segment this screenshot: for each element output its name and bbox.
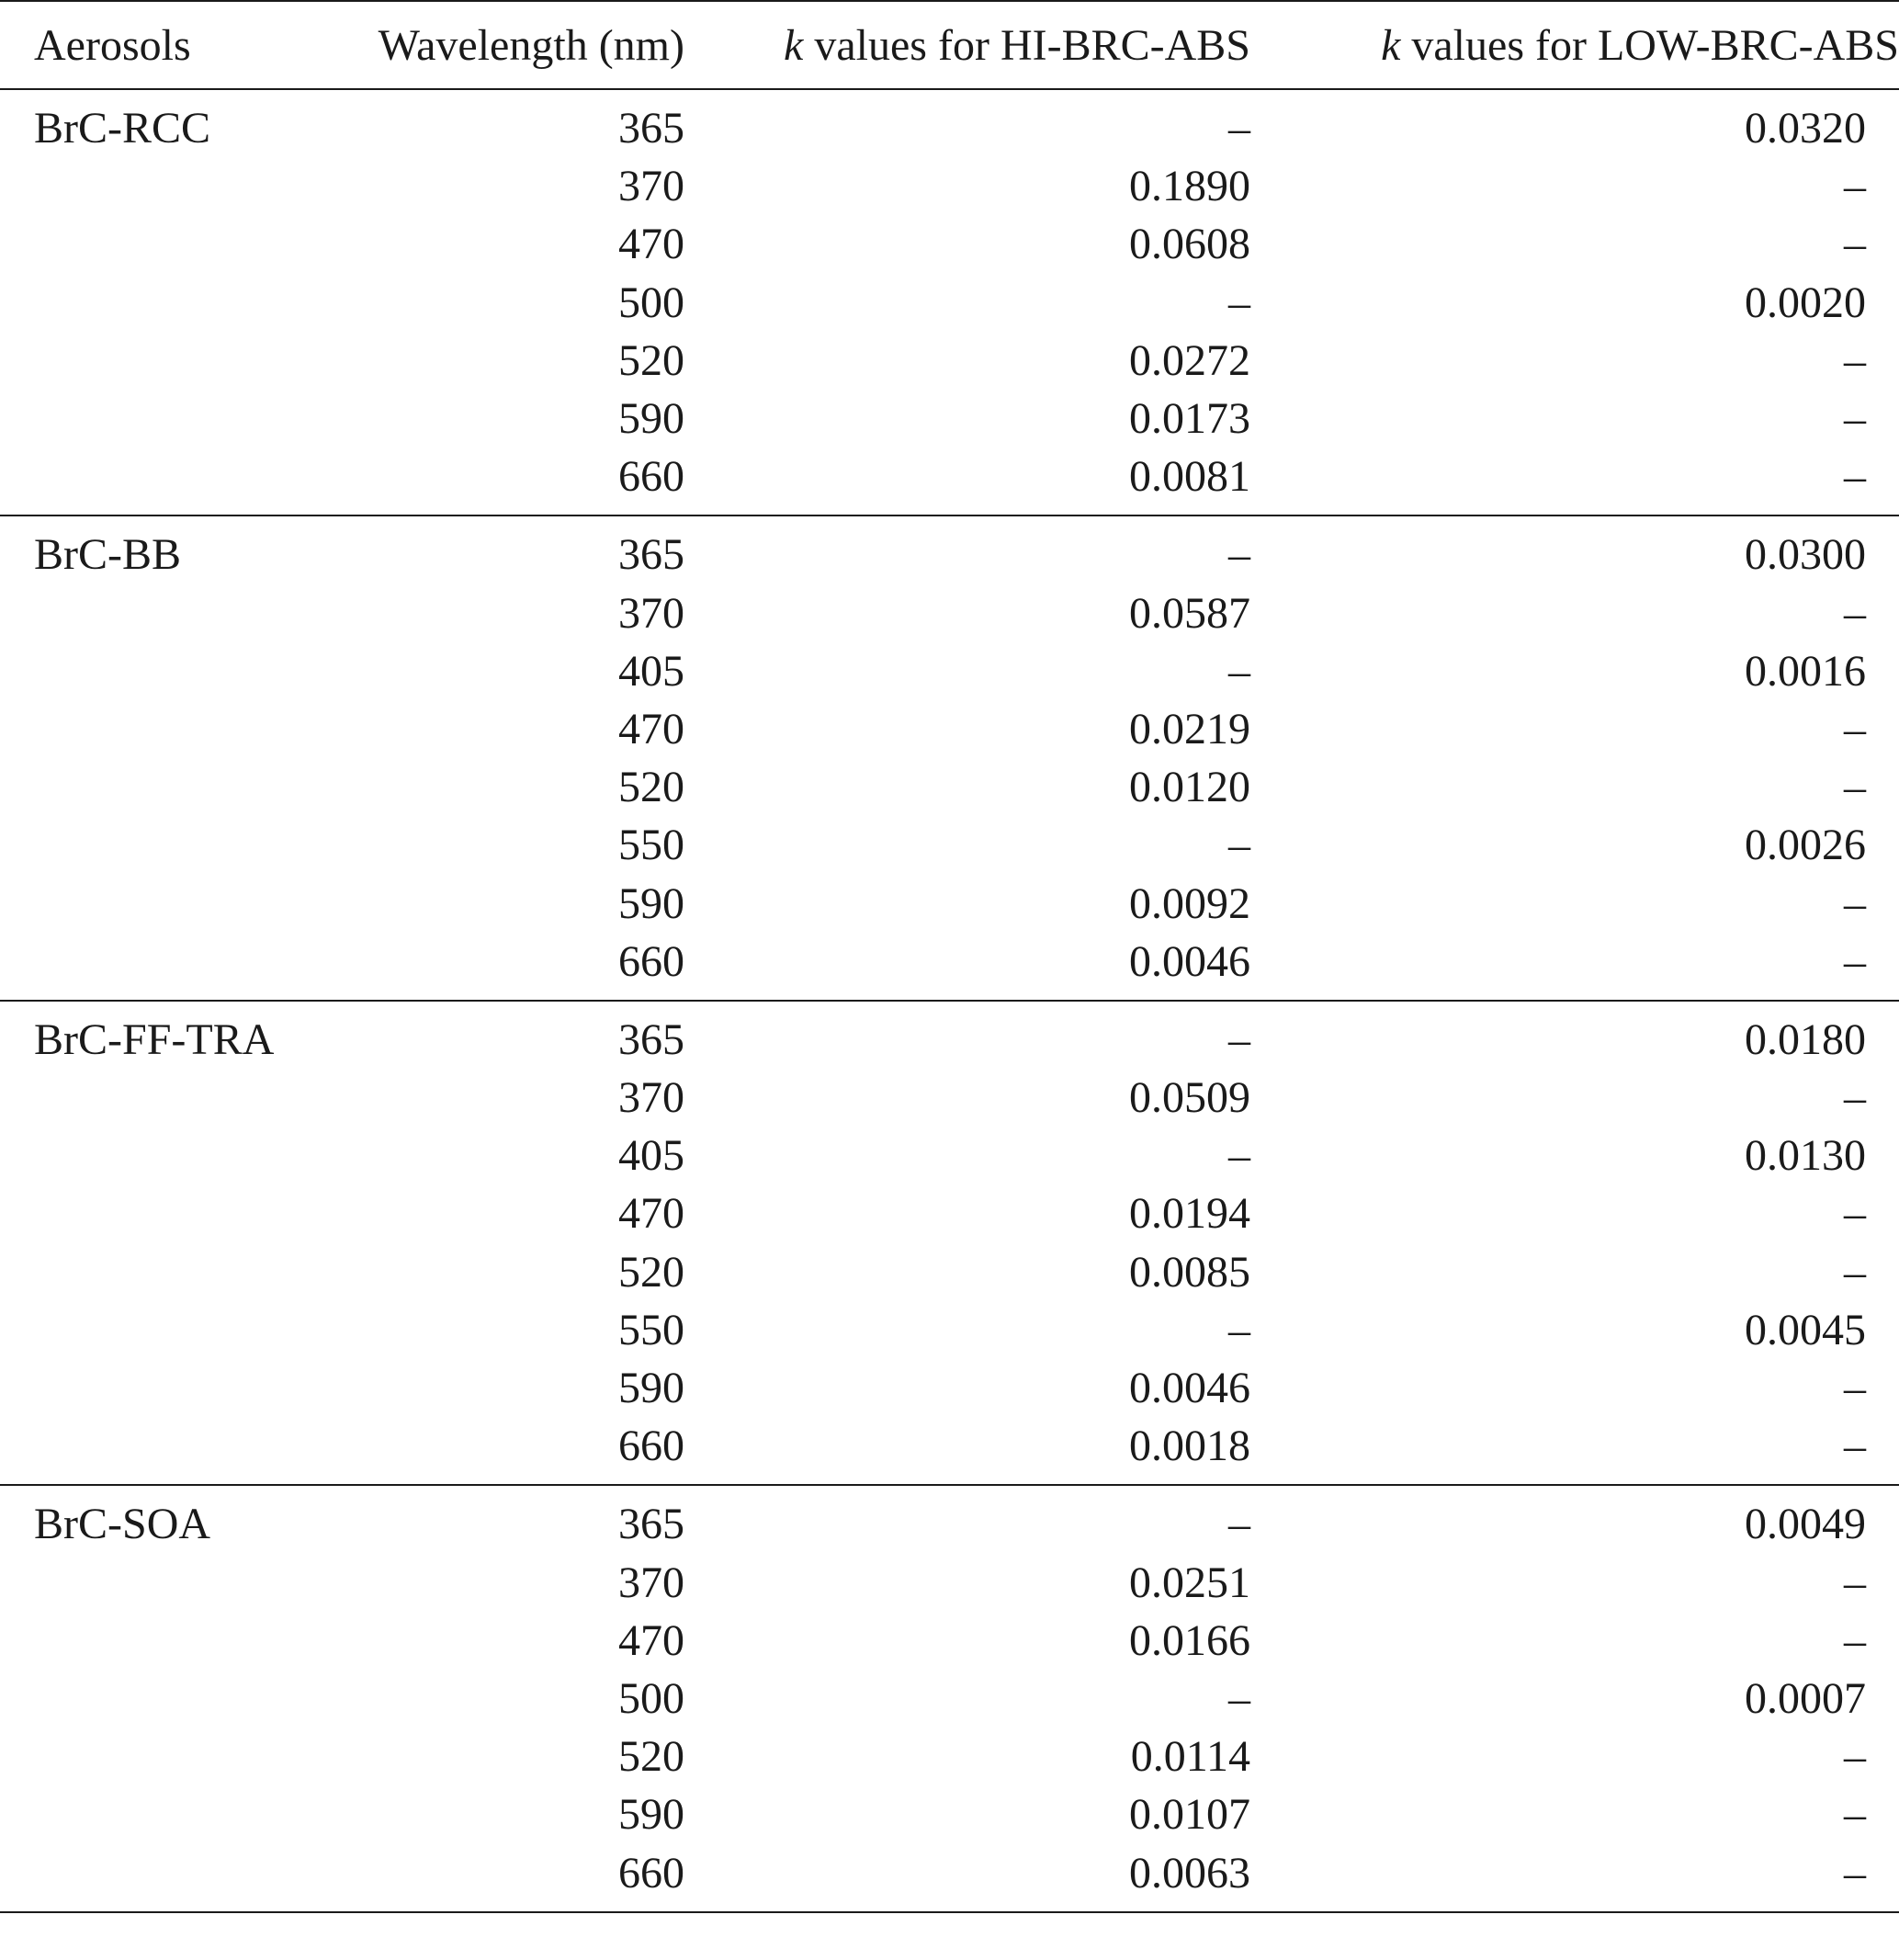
table-row: [0, 1843, 1899, 1911]
low-brc-abs-cell: –: [1844, 704, 1866, 753]
hi-brc-abs-cell: 0.0092: [1129, 878, 1250, 928]
table-row: [0, 157, 1899, 215]
aerosol-name: BrC-BB: [34, 530, 182, 580]
wavelength-cell: 500: [618, 278, 684, 327]
header-aerosols: Aerosols: [0, 1, 312, 89]
header-low-brc-abs: [1250, 1, 1899, 89]
aerosol-name: BrC-FF-TRA: [34, 1014, 275, 1064]
wavelength-cell: 660: [618, 1422, 684, 1471]
hi-brc-abs-cell: 0.0114: [1130, 1732, 1250, 1782]
wavelength-cell: 550: [618, 821, 684, 870]
low-brc-abs-cell: –: [1844, 335, 1866, 385]
low-brc-abs-cell: –: [1844, 1732, 1866, 1782]
wavelength-cell: 365: [618, 530, 684, 580]
table-row: [0, 1184, 1899, 1242]
low-brc-abs-cell: –: [1844, 1848, 1866, 1898]
hi-brc-abs-cell: 0.0120: [1129, 763, 1250, 812]
low-brc-abs-cell: 0.0130: [1745, 1131, 1866, 1181]
wavelength-cell: 370: [618, 1558, 684, 1607]
hi-brc-abs-cell: 0.0194: [1129, 1189, 1250, 1239]
aerosol-name-empty: [0, 1728, 312, 1785]
wavelength-cell: 660: [618, 452, 684, 502]
aerosol-name-empty: [0, 1843, 312, 1911]
low-brc-abs-cell: –: [1844, 1615, 1866, 1665]
hi-brc-abs-cell: 0.0251: [1129, 1558, 1250, 1607]
hi-brc-abs-cell: –: [1228, 1500, 1250, 1549]
header-low-label: values for LOW-BRC-ABS: [1400, 20, 1899, 70]
wavelength-cell: 520: [618, 1247, 684, 1297]
aerosol-name-empty: [0, 1127, 312, 1184]
aerosol-name-empty: [0, 1359, 312, 1417]
table-row: [0, 1670, 1899, 1728]
low-brc-abs-cell: 0.0045: [1745, 1305, 1866, 1354]
aerosol-name-empty: [0, 1243, 312, 1301]
wavelength-cell: 660: [618, 936, 684, 986]
hi-brc-abs-cell: 0.0063: [1129, 1848, 1250, 1898]
hi-brc-abs-cell: 0.0107: [1129, 1790, 1250, 1840]
hi-brc-abs-cell: 0.0081: [1129, 452, 1250, 502]
wavelength-cell: 590: [618, 1790, 684, 1840]
table-row: [0, 584, 1899, 642]
low-brc-abs-cell: –: [1844, 878, 1866, 928]
low-brc-abs-cell: 0.0020: [1745, 278, 1866, 327]
hi-brc-abs-cell: 0.0219: [1129, 704, 1250, 753]
low-brc-abs-cell: 0.0320: [1745, 104, 1866, 153]
wavelength-cell: 590: [618, 1364, 684, 1413]
wavelength-cell: 520: [618, 335, 684, 385]
hi-brc-abs-cell: –: [1228, 530, 1250, 580]
aerosol-name-empty: [0, 642, 312, 700]
aerosol-name-empty: [0, 274, 312, 332]
aerosol-name-empty: [0, 700, 312, 758]
table-row: [0, 1359, 1899, 1417]
wavelength-cell: 470: [618, 1615, 684, 1665]
hi-brc-abs-cell: –: [1228, 1673, 1250, 1723]
aerosol-name: BrC-RCC: [34, 104, 211, 153]
table-row: [0, 758, 1899, 816]
hi-brc-abs-cell: 0.0272: [1129, 335, 1250, 385]
header-row: [0, 1, 1899, 89]
aerosol-name-empty: [0, 1184, 312, 1242]
wavelength-cell: 470: [618, 704, 684, 753]
wavelength-cell: 365: [618, 1014, 684, 1064]
table-row: [0, 1554, 1899, 1612]
low-brc-abs-cell: –: [1844, 1558, 1866, 1607]
table-row: [0, 642, 1899, 700]
header-low-k-symbol: k: [1381, 20, 1401, 70]
table-row: [0, 1785, 1899, 1843]
aerosol-name-empty: [0, 874, 312, 932]
low-brc-abs-cell: –: [1844, 1247, 1866, 1297]
hi-brc-abs-cell: 0.0173: [1129, 394, 1250, 444]
hi-brc-abs-cell: 0.0046: [1129, 1364, 1250, 1413]
low-brc-abs-cell: 0.0049: [1745, 1500, 1866, 1549]
table-row: [0, 1001, 1899, 1069]
wavelength-cell: 500: [618, 1673, 684, 1723]
table-row: [0, 700, 1899, 758]
wavelength-cell: 590: [618, 878, 684, 928]
hi-brc-abs-cell: 0.0166: [1129, 1615, 1250, 1665]
table-row: [0, 332, 1899, 390]
low-brc-abs-cell: –: [1844, 394, 1866, 444]
aerosol-name-empty: [0, 1554, 312, 1612]
aerosol-name-empty: [0, 1612, 312, 1670]
aerosol-name-empty: [0, 332, 312, 390]
table-row: [0, 448, 1899, 515]
table-row: [0, 1127, 1899, 1184]
header-hi-k-symbol: k: [784, 20, 804, 70]
wavelength-cell: 470: [618, 220, 684, 269]
low-brc-abs-cell: 0.0300: [1745, 530, 1866, 580]
wavelength-cell: 660: [618, 1848, 684, 1898]
table-row: [0, 1728, 1899, 1785]
aerosol-name-empty: [0, 758, 312, 816]
wavelength-cell: 365: [618, 1500, 684, 1549]
hi-brc-abs-cell: –: [1228, 1131, 1250, 1181]
table-row: [0, 1485, 1899, 1553]
hi-brc-abs-cell: 0.0509: [1129, 1073, 1250, 1123]
aerosol-name-empty: [0, 1069, 312, 1127]
wavelength-cell: 405: [618, 646, 684, 696]
aerosol-name-empty: [0, 157, 312, 215]
header-hi-label: values for HI-BRC-ABS: [803, 20, 1250, 70]
wavelength-cell: 470: [618, 1189, 684, 1239]
hi-brc-abs-cell: –: [1228, 1305, 1250, 1354]
aerosol-name-empty: [0, 1301, 312, 1359]
aerosol-name-empty: [0, 584, 312, 642]
table-row: [0, 1612, 1899, 1670]
aerosol-name-empty: [0, 1670, 312, 1728]
wavelength-cell: 520: [618, 1732, 684, 1782]
aerosol-name-empty: [0, 933, 312, 1001]
hi-brc-abs-cell: –: [1228, 278, 1250, 327]
hi-brc-abs-cell: –: [1228, 821, 1250, 870]
low-brc-abs-cell: 0.0016: [1745, 646, 1866, 696]
hi-brc-abs-cell: –: [1228, 1014, 1250, 1064]
table-row: [0, 1301, 1899, 1359]
hi-brc-abs-cell: 0.1890: [1129, 162, 1250, 211]
wavelength-cell: 370: [618, 162, 684, 211]
header-wavelength: Wavelength (nm): [312, 1, 684, 89]
aerosol-name: BrC-SOA: [34, 1500, 211, 1549]
low-brc-abs-cell: –: [1844, 1422, 1866, 1471]
wavelength-cell: 370: [618, 1073, 684, 1123]
hi-brc-abs-cell: –: [1228, 104, 1250, 153]
wavelength-cell: 370: [618, 588, 684, 638]
aerosol-name-empty: [0, 1785, 312, 1843]
table-row: [0, 274, 1899, 332]
low-brc-abs-cell: –: [1844, 220, 1866, 269]
table-row: [0, 1069, 1899, 1127]
aerosol-name-empty: [0, 1417, 312, 1485]
low-brc-abs-cell: –: [1844, 1364, 1866, 1413]
aerosol-name-empty: [0, 816, 312, 874]
hi-brc-abs-cell: 0.0018: [1129, 1422, 1250, 1471]
hi-brc-abs-cell: –: [1228, 646, 1250, 696]
aerosol-group: [0, 89, 1899, 515]
low-brc-abs-cell: 0.0007: [1745, 1673, 1866, 1723]
aerosol-name-empty: [0, 215, 312, 273]
wavelength-cell: 520: [618, 763, 684, 812]
low-brc-abs-cell: –: [1844, 763, 1866, 812]
aerosol-name-empty: [0, 390, 312, 448]
low-brc-abs-cell: –: [1844, 1073, 1866, 1123]
low-brc-abs-cell: –: [1844, 1790, 1866, 1840]
wavelength-cell: 590: [618, 394, 684, 444]
table-row: [0, 89, 1899, 157]
hi-brc-abs-cell: 0.0608: [1129, 220, 1250, 269]
low-brc-abs-cell: 0.0026: [1745, 821, 1866, 870]
hi-brc-abs-cell: 0.0046: [1129, 936, 1250, 986]
aerosol-group: [0, 1485, 1899, 1911]
table-row: [0, 933, 1899, 1001]
aerosol-name-empty: [0, 448, 312, 515]
low-brc-abs-cell: –: [1844, 162, 1866, 211]
table-row: [0, 390, 1899, 448]
wavelength-cell: 365: [618, 104, 684, 153]
low-brc-abs-cell: –: [1844, 1189, 1866, 1239]
low-brc-abs-cell: –: [1844, 588, 1866, 638]
aerosol-group: [0, 515, 1899, 1001]
table-row: [0, 1243, 1899, 1301]
aerosol-group: [0, 1001, 1899, 1486]
low-brc-abs-cell: 0.0180: [1745, 1014, 1866, 1064]
wavelength-cell: 405: [618, 1131, 684, 1181]
hi-brc-abs-cell: 0.0587: [1129, 588, 1250, 638]
hi-brc-abs-cell: 0.0085: [1129, 1247, 1250, 1297]
table-row: [0, 215, 1899, 273]
header-hi-brc-abs: [684, 1, 1250, 89]
table-row: [0, 816, 1899, 874]
low-brc-abs-cell: –: [1844, 936, 1866, 986]
table-row: [0, 515, 1899, 583]
table-header: [0, 1, 1899, 89]
low-brc-abs-cell: –: [1844, 452, 1866, 502]
wavelength-cell: 550: [618, 1305, 684, 1354]
table-row: [0, 1417, 1899, 1485]
table-row: [0, 874, 1899, 932]
